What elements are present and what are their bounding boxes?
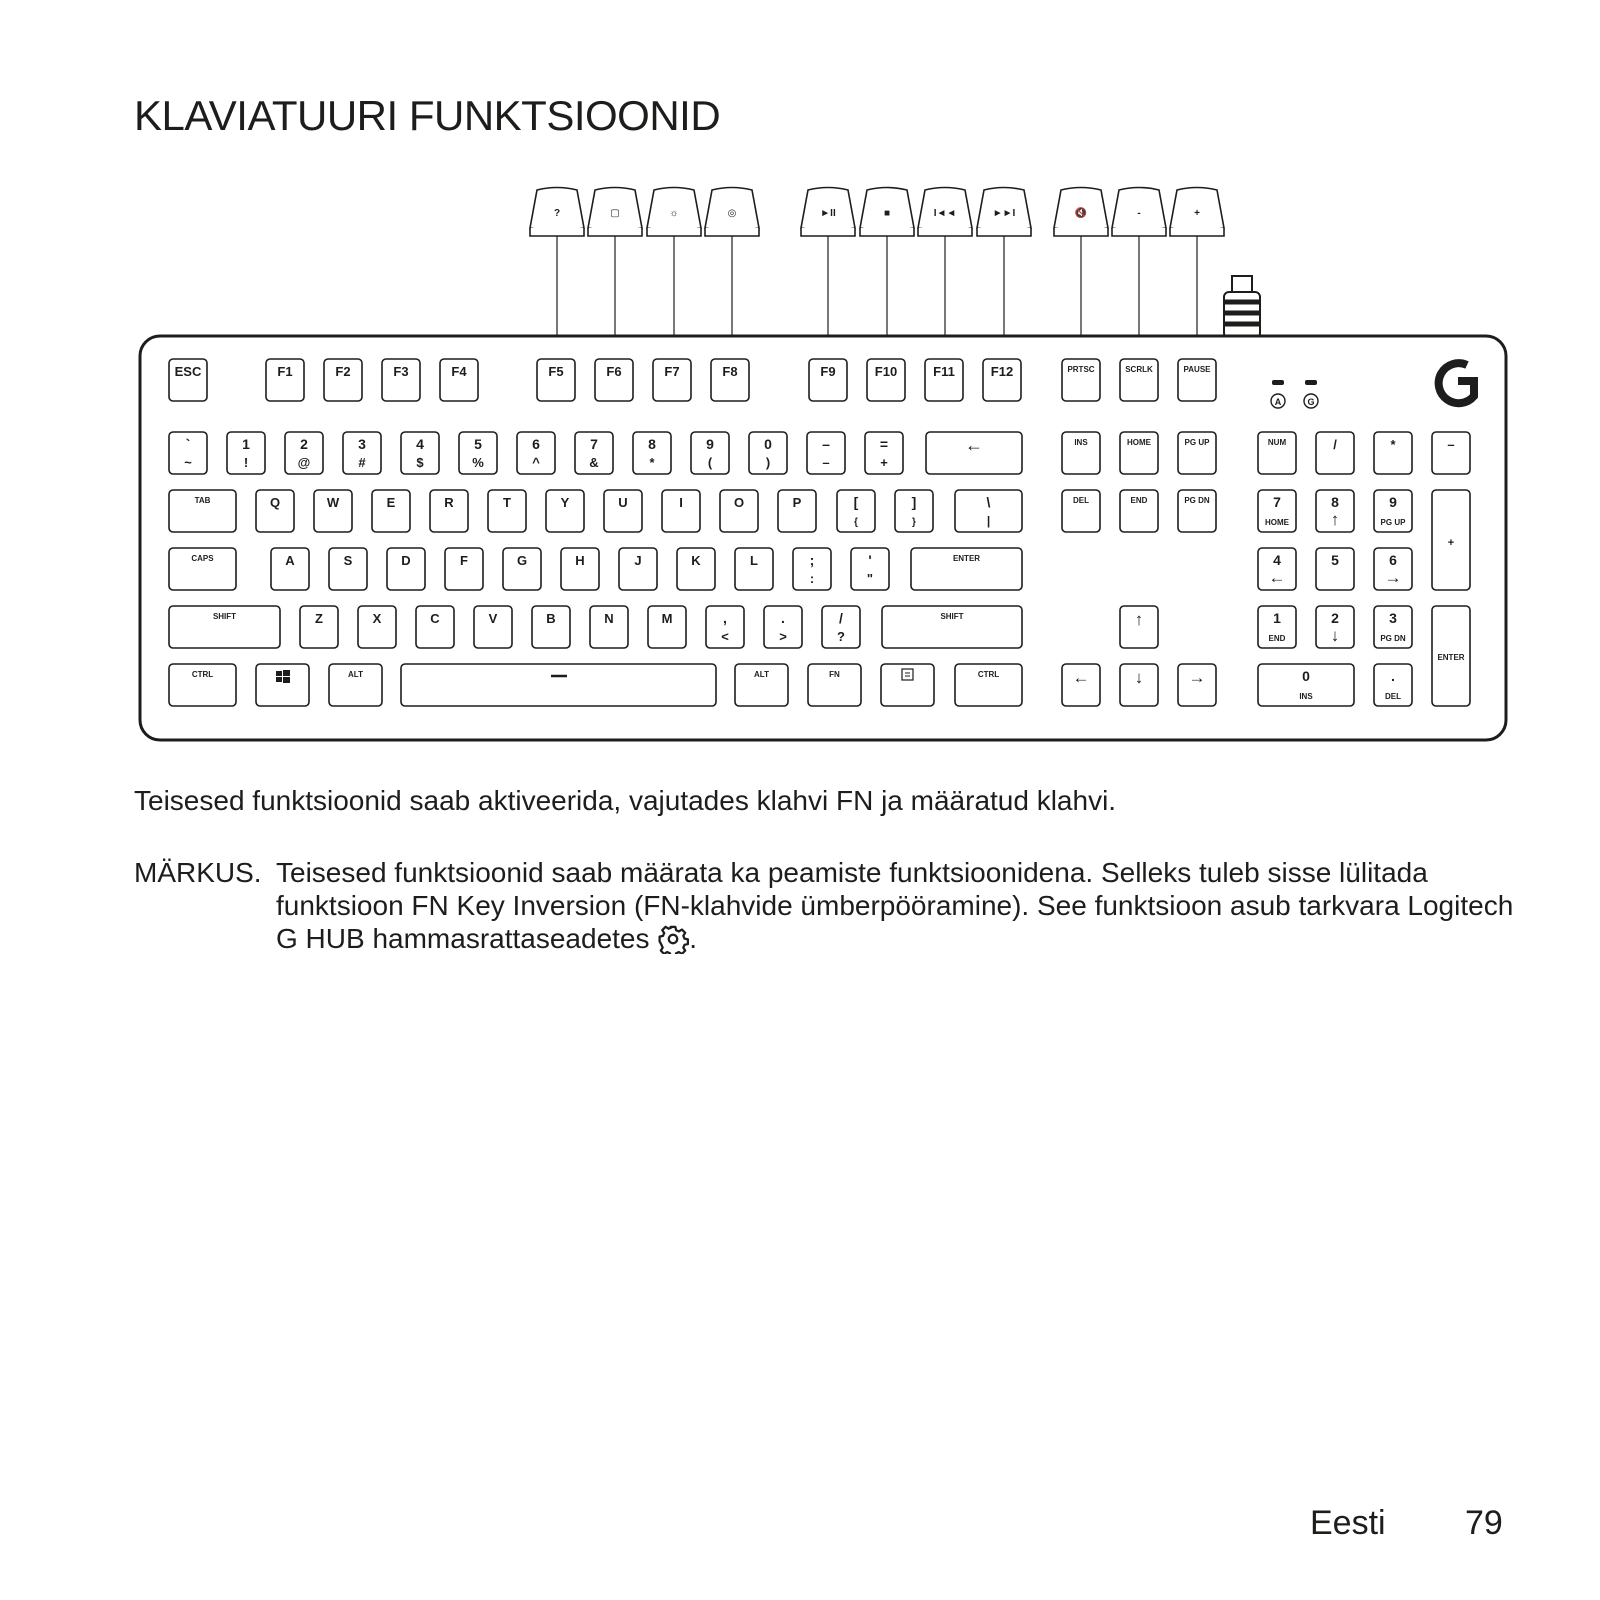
callout-prtsc-symbol: 🔇 (1074, 208, 1088, 219)
key-end (1120, 490, 1158, 532)
key-f9 (809, 359, 847, 401)
key-num-3-top: 3 (358, 436, 366, 452)
key-esc-label: ESC (174, 364, 202, 379)
key-np-slash-label: / (1333, 437, 1337, 452)
note-body: Teisesed funktsioonid saab määrata ka peamiste funktsioonidena. Selleks tuleb sisse lülitada funktsioon FN Key Inversion (FN-klahvide ümberpööramine). See funktsioon asub tarkvara Logitech G HUB hammasrattaseadetes (276, 857, 1514, 954)
key-num-6-top: 6 (532, 436, 540, 452)
key-i (662, 490, 700, 532)
key-bracket-0-bottom: { (854, 517, 858, 528)
key-ctrl-left-label: CTRL (191, 670, 214, 679)
arrow-left-icon: ← (1072, 668, 1090, 687)
key-f9-label: F9 (820, 364, 836, 379)
key-a-label: A (285, 553, 295, 568)
key-m (648, 606, 686, 648)
key-np-minus-label: – (1447, 437, 1455, 452)
key-np-8-top: 8 (1331, 494, 1339, 510)
key-f12 (983, 359, 1021, 401)
key-s-label: S (343, 553, 353, 568)
key-punct-z-0 (706, 606, 744, 648)
callout-f7 (647, 188, 701, 361)
key-g-label: G (516, 553, 528, 568)
key-np-1-bottom: END (1268, 634, 1286, 643)
key-np-dot-bottom: DEL (1385, 692, 1401, 701)
key-f5 (537, 359, 575, 401)
callout-f6 (588, 188, 642, 361)
key-f (445, 548, 483, 590)
key-pause-label: PAUSE (1183, 365, 1211, 374)
key-np-5 (1316, 548, 1354, 590)
key-punct-a-1 (851, 548, 889, 590)
key-num-label: NUM (1267, 438, 1287, 447)
key-s (329, 548, 367, 590)
key-np-1-top: 1 (1273, 610, 1281, 626)
key-np-8 (1316, 490, 1354, 532)
key-num-9 (691, 432, 729, 474)
key-f4 (440, 359, 478, 401)
key-np-dot (1374, 664, 1412, 706)
note (134, 856, 1514, 955)
key-fn-label: FN (829, 670, 840, 679)
callout-f8 (705, 188, 759, 361)
key-punct-z-0-bottom: < (721, 629, 729, 644)
key-c-label: C (430, 611, 440, 626)
key-o-label: O (733, 495, 745, 510)
key-backspace (926, 432, 1022, 474)
key-punct-z-1 (764, 606, 802, 648)
key-punct-z-2-top: / (839, 610, 843, 626)
key-np-3-bottom: PG DN (1380, 634, 1406, 643)
key-bracket-1-top: ] (911, 494, 917, 510)
key-num-5 (459, 432, 497, 474)
key-f1-label: F1 (277, 364, 293, 379)
key-np-0 (1258, 664, 1354, 706)
key-num-10-bottom: ) (765, 455, 771, 470)
key-backslash-bottom: | (986, 514, 991, 528)
key-caps (169, 548, 236, 590)
key-num-8-bottom: * (649, 455, 655, 470)
key-num-10 (749, 432, 787, 474)
key-v (474, 606, 512, 648)
key-menu (881, 664, 934, 706)
key-w-label: W (326, 495, 340, 510)
callout-scrlk (1112, 188, 1166, 361)
key-k-label: K (691, 553, 701, 568)
key-n (590, 606, 628, 648)
key-punct-z-2 (822, 606, 860, 648)
key-np-6-bottom: → (1384, 568, 1402, 587)
callout-scrlk-symbol: - (1137, 208, 1141, 219)
key-v-label: V (488, 611, 498, 626)
key-punct-a-1-bottom: " (866, 571, 874, 586)
key-num-12 (865, 432, 903, 474)
key-f12-label: F12 (990, 364, 1014, 379)
key-ctrl-left (169, 664, 236, 706)
key-end-label: END (1130, 496, 1148, 505)
key-x-label: X (372, 611, 382, 626)
key-bracket-0-top: [ (853, 494, 859, 510)
key-c (416, 606, 454, 648)
key-np-plus-label: + (1447, 537, 1455, 549)
key-num (1258, 432, 1296, 474)
key-prtsc (1062, 359, 1100, 401)
key-y-label: Y (560, 495, 570, 510)
key-f3 (382, 359, 420, 401)
key-np-enter-label: ENTER (1437, 653, 1465, 662)
key-bracket-0 (837, 490, 875, 532)
key-alt-left-label: ALT (348, 670, 363, 679)
callout-pause-symbol: + (1194, 208, 1200, 219)
key-j-label: J (634, 553, 642, 568)
key-num-9-bottom: ( (707, 455, 713, 470)
key-np-3 (1374, 606, 1412, 648)
key-y (546, 490, 584, 532)
callout-f10-symbol: ■ (883, 208, 891, 219)
key-num-2-bottom: @ (297, 455, 311, 470)
key-tab-label: TAB (194, 496, 211, 505)
key-shift-right (882, 606, 1022, 648)
key-del-label: DEL (1073, 496, 1089, 505)
key-np-minus (1432, 432, 1470, 474)
key-backspace-label: ← (965, 435, 983, 455)
key-d-label: D (401, 553, 411, 568)
key-np-6 (1374, 548, 1412, 590)
key-num-7-top: 7 (590, 436, 598, 452)
callout-f11 (918, 188, 972, 361)
callout-f11-symbol: I◄◄ (933, 208, 957, 219)
key-num-1 (227, 432, 265, 474)
key-f3-label: F3 (393, 364, 409, 379)
key-g (503, 548, 541, 590)
key-np-star (1374, 432, 1412, 474)
key-f11 (925, 359, 963, 401)
key-win (256, 664, 309, 706)
key-np-8-bottom: ↑ (1330, 510, 1340, 529)
key-num-4-bottom: $ (416, 455, 424, 470)
key-punct-z-1-top: . (781, 610, 785, 626)
key-fn (808, 664, 861, 706)
key-alt-right-label: ALT (754, 670, 769, 679)
key-np-0-bottom: INS (1299, 692, 1313, 701)
key-bracket-1-bottom: } (912, 517, 916, 528)
key-shift-left-label: SHIFT (212, 612, 237, 621)
callout-f7-symbol: ☼ (669, 208, 679, 219)
key-o (720, 490, 758, 532)
key-num-4-top: 4 (416, 436, 424, 452)
callout-prtsc (1054, 188, 1108, 361)
note-label: MÄRKUS. (134, 857, 262, 888)
key-punct-a-0-top: ; (809, 552, 815, 568)
key-f8 (711, 359, 749, 401)
key-e (372, 490, 410, 532)
key-pgup (1178, 432, 1216, 474)
key-np-2 (1316, 606, 1354, 648)
arrow-up-icon: ↑ (1134, 610, 1144, 629)
key-np-9 (1374, 490, 1412, 532)
key-pgup-label: PG UP (1184, 438, 1210, 447)
footer-language: Eesti (1310, 1504, 1386, 1542)
key-w (314, 490, 352, 532)
gear-icon (657, 924, 689, 954)
key-f-label: F (460, 553, 468, 568)
key-z (300, 606, 338, 648)
key-prtsc-label: PRTSC (1067, 365, 1095, 374)
key-num-9-top: 9 (706, 436, 714, 452)
key-f11-label: F11 (933, 364, 955, 379)
key-scrlk-label: SCRLK (1125, 365, 1153, 374)
key-f6 (595, 359, 633, 401)
key-np-4-top: 4 (1273, 552, 1281, 568)
key-punct-a-1-top: ' (868, 552, 872, 568)
body-paragraph: Teisesed funktsioonid saab aktiveerida, vajutades klahvi FN ja määratud klahvi. (134, 785, 1117, 816)
key-np-6-top: 6 (1389, 552, 1397, 568)
key-b-label: B (546, 611, 556, 626)
key-np-dot-top: . (1391, 668, 1395, 684)
key-j (619, 548, 657, 590)
callout-pause (1170, 188, 1224, 361)
key-np-slash (1316, 432, 1354, 474)
note-end: . (689, 923, 698, 954)
key-home-label: HOME (1127, 438, 1151, 447)
key-num-2 (285, 432, 323, 474)
key-f7-label: F7 (664, 364, 680, 379)
key-d (387, 548, 425, 590)
key-f4-label: F4 (451, 364, 467, 379)
key-np-5-top: 5 (1331, 552, 1339, 568)
key-num-5-bottom: % (472, 455, 484, 470)
key-t-label: T (503, 495, 511, 510)
key-space (401, 664, 716, 706)
key-k (677, 548, 715, 590)
key-num-10-top: 0 (764, 436, 772, 452)
usb-cable-icon (1224, 276, 1260, 338)
key-np-7 (1258, 490, 1296, 532)
key-n-label: N (604, 611, 614, 626)
key-f7 (653, 359, 691, 401)
key-l-label: L (750, 553, 758, 568)
key-q-label: Q (269, 495, 281, 510)
key-np-4-bottom: ← (1268, 568, 1286, 587)
key-f6-label: F6 (606, 364, 622, 379)
key-x (358, 606, 396, 648)
key-enter (911, 548, 1022, 590)
indicator-0-label: A (1274, 397, 1282, 407)
key-np-3-top: 3 (1389, 610, 1397, 626)
key-num-8 (633, 432, 671, 474)
key-shift-right-label: SHIFT (940, 612, 964, 621)
key-ctrl-right (955, 664, 1022, 706)
key-num-8-top: 8 (648, 436, 656, 452)
key-punct-a-0-bottom: : (809, 571, 815, 586)
key-np-1 (1258, 606, 1296, 648)
key-backslash (955, 490, 1022, 532)
key-p (778, 490, 816, 532)
key-np-star-label: * (1390, 437, 1396, 452)
page-title: KLAVIATUURI FUNKTSIOONID (134, 92, 721, 139)
key-num-11 (807, 432, 845, 474)
callout-f5-symbol: ? (553, 208, 561, 219)
callout-f9-symbol: ►II (820, 208, 836, 219)
key-pause (1178, 359, 1216, 401)
key-num-7-bottom: & (589, 455, 599, 470)
arrow-down-icon: ↓ (1134, 668, 1144, 687)
key-num-11-top: – (822, 436, 830, 452)
key-punct-z-2-bottom: ? (837, 629, 845, 644)
callout-f5 (530, 188, 584, 361)
key-np-4 (1258, 548, 1296, 590)
key-num-7 (575, 432, 613, 474)
key-del (1062, 490, 1100, 532)
key-ctrl-right-label: CTRL (977, 670, 1000, 679)
key-np-9-top: 9 (1389, 494, 1397, 510)
key-f10 (867, 359, 905, 401)
key-np-2-bottom: ↓ (1330, 626, 1340, 645)
key-num-11-bottom: – (822, 455, 830, 470)
callout-f9 (801, 188, 855, 361)
key-np-7-bottom: HOME (1265, 518, 1289, 527)
key-punct-z-0-top: , (723, 610, 727, 626)
key-f1 (266, 359, 304, 401)
key-np-plus (1432, 490, 1470, 590)
note-text (276, 856, 1514, 955)
callout-f12-symbol: ►►I (992, 208, 1016, 219)
key-scrlk (1120, 359, 1158, 401)
key-h (561, 548, 599, 590)
key-l (735, 548, 773, 590)
callout-f6-symbol: ▢ (610, 208, 620, 219)
key-ins-label: INS (1074, 438, 1088, 447)
key-num-0-top: ` (185, 436, 191, 452)
key-num-12-bottom: + (880, 455, 888, 470)
key-arrow-up (1120, 606, 1158, 648)
key-np-7-top: 7 (1273, 494, 1281, 510)
key-num-12-top: = (879, 436, 889, 452)
key-arrow-left (1062, 664, 1100, 706)
key-r-label: R (444, 495, 454, 510)
key-num-0-bottom: ~ (184, 455, 192, 470)
key-backslash-top: \ (986, 494, 991, 510)
key-arrow-down (1120, 664, 1158, 706)
key-np-9-bottom: PG UP (1380, 518, 1406, 527)
key-arrow-right (1178, 664, 1216, 706)
key-np-0-top: 0 (1302, 668, 1310, 684)
indicator-1-label: G (1307, 397, 1315, 407)
key-alt-left (329, 664, 382, 706)
key-t (488, 490, 526, 532)
key-bracket-1 (895, 490, 933, 532)
key-pgdn (1178, 490, 1216, 532)
key-b (532, 606, 570, 648)
key-shift-left (169, 606, 280, 648)
key-i-label: I (679, 495, 683, 510)
key-esc (169, 359, 207, 401)
key-q (256, 490, 294, 532)
key-f5-label: F5 (548, 364, 564, 379)
key-enter-label: ENTER (952, 554, 981, 563)
key-m-label: M (661, 611, 673, 626)
fn-callout-keys (530, 188, 1224, 361)
callout-f12 (977, 188, 1031, 361)
key-p-label: P (792, 495, 802, 510)
key-f8-label: F8 (722, 364, 738, 379)
callout-f8-symbol: ◎ (727, 208, 737, 219)
key-ins (1062, 432, 1100, 474)
key-num-3-bottom: # (358, 455, 366, 470)
key-num-1-bottom: ! (243, 455, 249, 470)
key-pgdn-label: PG DN (1184, 496, 1210, 505)
key-np-2-top: 2 (1331, 610, 1339, 626)
key-z-label: Z (315, 611, 323, 626)
key-f10-label: F10 (874, 364, 898, 379)
key-u-label: U (618, 495, 628, 510)
key-num-5-top: 5 (474, 436, 482, 452)
arrow-right-icon: → (1188, 668, 1206, 687)
key-num-2-top: 2 (300, 436, 308, 452)
key-caps-label: CAPS (191, 554, 214, 563)
key-num-1-top: 1 (242, 436, 250, 452)
key-r (430, 490, 468, 532)
key-punct-z-1-bottom: > (779, 629, 787, 644)
key-alt-right (735, 664, 788, 706)
callout-f10 (860, 188, 914, 361)
key-num-6-bottom: ^ (532, 455, 540, 470)
key-a (271, 548, 309, 590)
key-h-label: H (575, 553, 585, 568)
key-home (1120, 432, 1158, 474)
key-punct-a-0 (793, 548, 831, 590)
key-u (604, 490, 642, 532)
key-num-0 (169, 432, 207, 474)
key-num-6 (517, 432, 555, 474)
key-num-4 (401, 432, 439, 474)
key-tab (169, 490, 236, 532)
keyboard-diagram (0, 170, 1600, 750)
page-number: 79 (1465, 1504, 1503, 1542)
key-e-label: E (386, 495, 396, 510)
key-num-3 (343, 432, 381, 474)
key-f2 (324, 359, 362, 401)
key-f2-label: F2 (335, 364, 351, 379)
key-np-enter (1432, 606, 1470, 706)
